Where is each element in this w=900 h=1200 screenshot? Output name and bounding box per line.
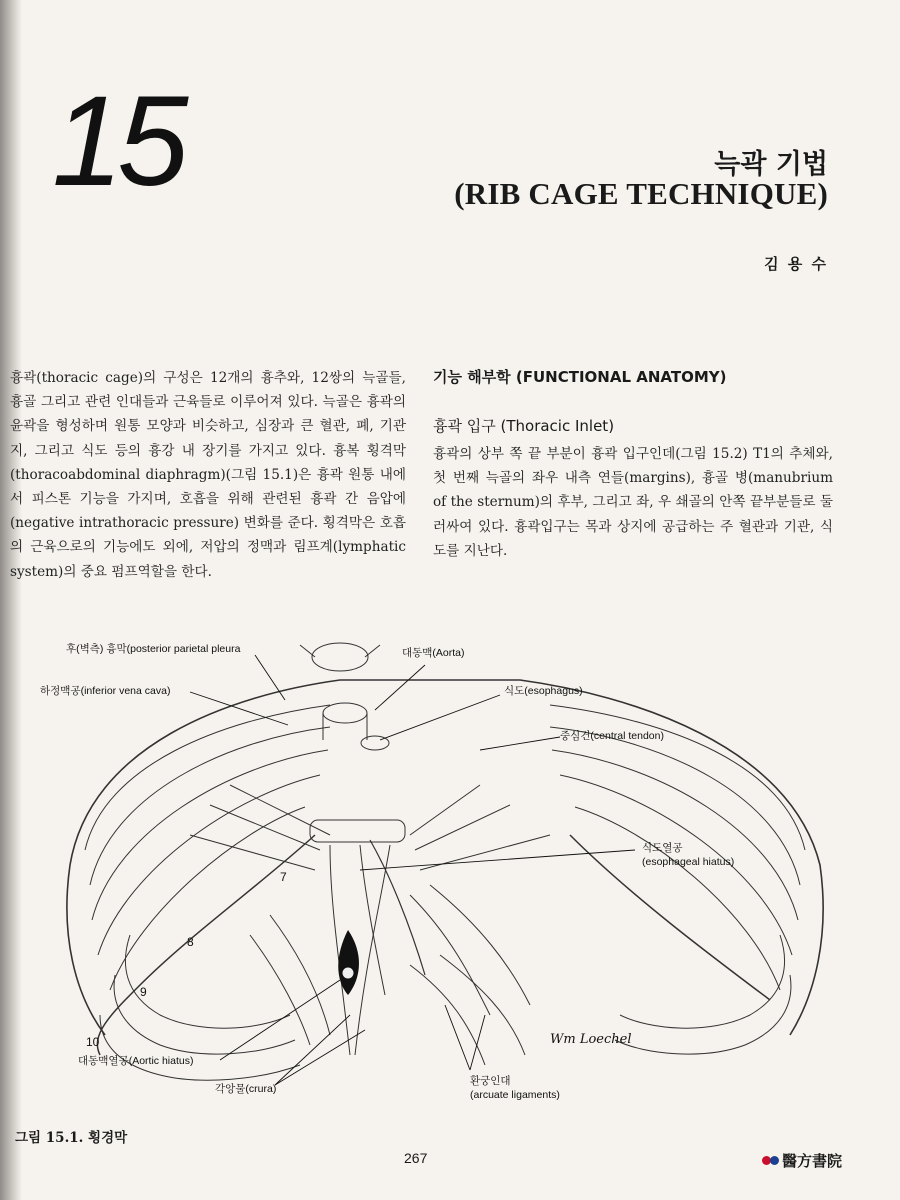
publisher-logo	[762, 1150, 842, 1171]
diaphragm-illustration	[30, 635, 860, 1115]
rib-number-9: 9	[140, 985, 147, 999]
label-arcuate-ligaments-ko: 환궁인대	[470, 1075, 511, 1087]
author-name: 김 용 수	[764, 255, 828, 273]
page-number: 267	[404, 1150, 428, 1166]
figure-caption: 그림 15.1. 횡경막	[15, 1130, 128, 1146]
chapter-number: 15	[52, 70, 183, 213]
rib-number-8: 8	[187, 935, 194, 949]
chapter-title-english: (RIB CAGE TECHNIQUE)	[454, 176, 828, 211]
illustrator-signature: Wm Loechel	[550, 1032, 632, 1047]
label-central-tendon: 중심건(central tendon)	[560, 730, 664, 742]
brand-blue-dot-icon	[770, 1156, 779, 1165]
label-esophageal-hiatus-en: (esophageal hiatus)	[642, 856, 735, 868]
rib-number-10: 10	[86, 1035, 100, 1049]
diaphragm-figure	[30, 635, 860, 1115]
right-column	[433, 366, 833, 563]
label-crura: 각앙물(crura)	[215, 1083, 277, 1095]
label-aortic-hiatus: 대동맥열공(Aortic hiatus)	[78, 1055, 194, 1067]
book-gutter-shadow	[0, 0, 22, 1200]
publisher-name: 醫方書院	[781, 1152, 842, 1170]
label-aorta: 대동맥(Aorta)	[402, 647, 465, 659]
chapter-title-korean: 늑곽 기법	[714, 149, 828, 180]
left-column-paragraph: 흉곽(thoracic cage)의 구성은 12개의 흉추와, 12쌍의 늑골들, 흉골 그리고 관련 인대들과 근육들로 이루어져 있다. 늑골은 흉곽의 윤곽을 형성하며 원통 모양과 비슷하고, 심장과 큰 혈관, 폐, 기관지, 그리고 식도 등의 흉강 내 장기를 가지고 있다. 흉복 횡격막(thoracoabdominal diaphragm)(그림 15.1)은 흉곽 원통 내에서 피스톤 기능을 가지며, 호흡을 위해 관련된 흉곽 간 음압에(negative intrathoracic pressure) 변화를 준다. 횡격막은 호흡의 근육으로의 기능에도 외에, 저압의 정맥과 림프계(lymphatic system)의 중요 펌프역할을 한다.	[10, 370, 406, 580]
label-esophagus: 식도(esophagus)	[504, 685, 583, 697]
subsection-heading: 흉곽 입구 (Thoracic Inlet)	[433, 417, 615, 435]
rib-number-7: 7	[280, 870, 287, 884]
right-column-paragraph: 흉곽의 상부 쪽 끝 부분이 흉곽 입구인데(그림 15.2) T1의 추체와, 첫 번째 늑골의 좌우 내측 연들(margins), 흉골 병(manubrium of the sternum)의 후부, 그리고 좌, 우 쇄골의 안쪽 끝부분들로 둘러싸여 있다. 흉곽입구는 목과 상지에 공급하는 주 혈관과 기관, 식도를 지난다.	[433, 446, 833, 559]
label-arcuate-ligaments-en: (arcuate ligaments)	[470, 1089, 560, 1101]
label-posterior-parietal-pleura: 후(벽측) 흉막(posterior parietal pleura	[66, 643, 241, 655]
section-heading: 기능 해부학 (FUNCTIONAL ANATOMY)	[433, 368, 727, 386]
label-esophageal-hiatus-ko: 식도열공	[642, 842, 683, 854]
label-inferior-vena-cava: 하정맥공(inferior vena cava)	[40, 685, 171, 697]
